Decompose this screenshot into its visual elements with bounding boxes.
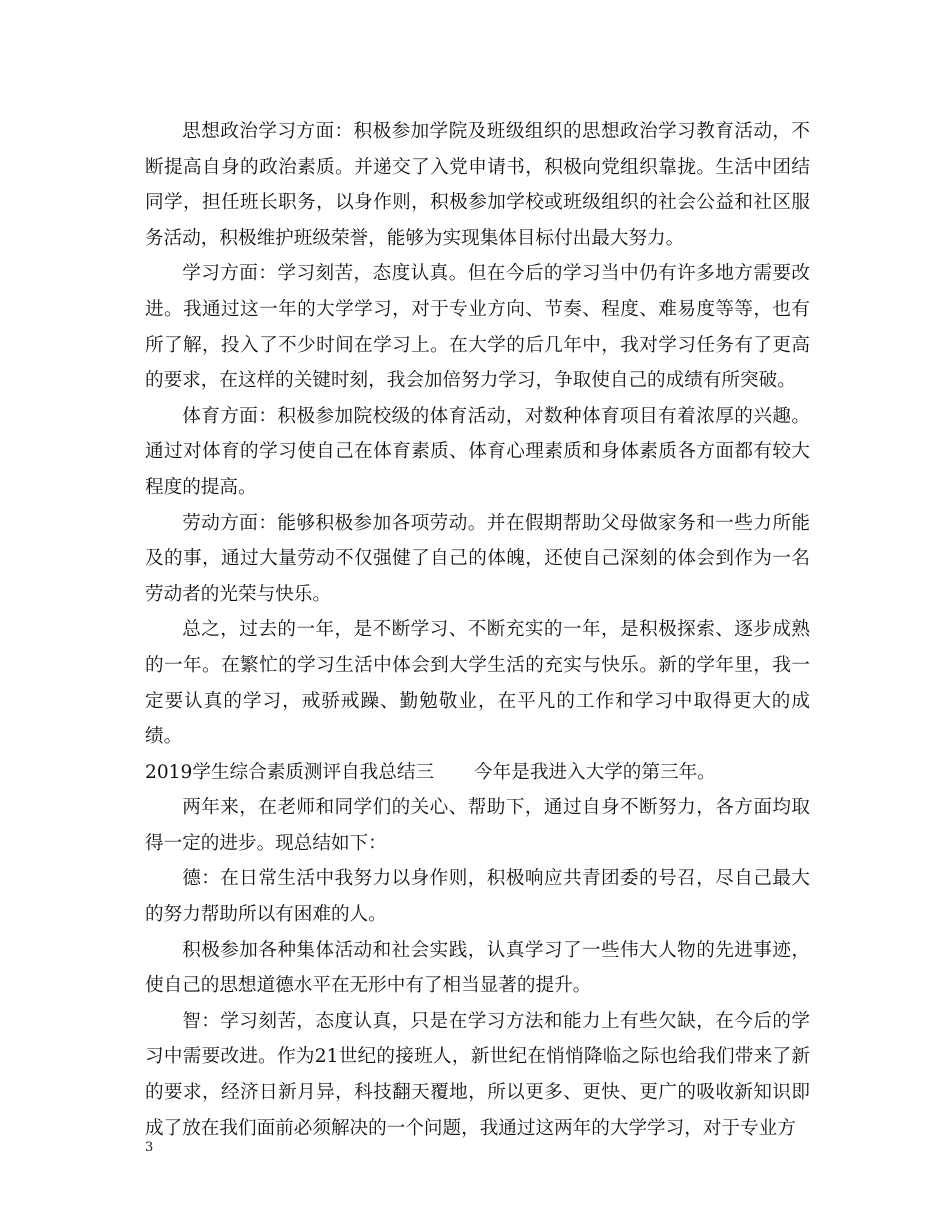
- paragraph-summary: 总之，过去的一年，是不断学习、不断充实的一年，是积极探索、逐步成熟的一年。在繁忙的学习生活中体会到大学生活的充实与快乐。新的学年里，我一定要认真的学习，戒骄戒躁、勤勉敬业，在平凡的工作和学习中取得更大的成绩。: [145, 619, 810, 748]
- paragraph-intellect: 智：学习刻苦，态度认真，只是在学习方法和能力上有些欠缺，在今后的学习中需要改进。作为21世纪的接班人，新世纪在悄悄降临之际也给我们带来了新的要求，经济日新月异，科技翻天覆地，所以更多、更快、更广的吸收新知识即成了放在我们面前必须解决的一个问题，我通过这两年的大学学习，对于专业方: [145, 1010, 810, 1139]
- page-number: 3: [145, 1140, 154, 1155]
- section-heading: [145, 755, 810, 791]
- paragraph-labor: 劳动方面：能够积极参加各项劳动。并在假期帮助父母做家务和一些力所能及的事，通过大量劳动不仅强健了自己的体魄，还使自己深刻的体会到作为一名劳动者的光荣与快乐。: [145, 512, 810, 605]
- document-body: [145, 114, 810, 1146]
- paragraph-activities: 积极参加各种集体活动和社会实践，认真学习了一些伟大人物的先进事迹，使自己的思想道德水平在无形中有了相当显著的提升。: [145, 939, 810, 997]
- paragraph-political-study: 思想政治学习方面：积极参加学院及班级组织的思想政治学习教育活动，不断提高自身的政治素质。并递交了入党申请书，积极向党组织靠拢。生活中团结同学，担任班长职务，以身作则，积极参加学校或班级组织的社会公益和社区服务活动，积极维护班级荣誉，能够为实现集体目标付出最大努力。: [145, 121, 810, 249]
- paragraph-morality: 德：在日常生活中我努力以身作则，积极响应共青团委的号召，尽自己最大的努力帮助所以有困难的人。: [145, 868, 810, 926]
- section-lead: 今年是我进入大学的第三年。: [474, 761, 716, 783]
- section-title: 2019学生综合素质测评自我总结三: [145, 761, 435, 783]
- paragraph-academic-study: 学习方面：学习刻苦，态度认真。但在今后的学习当中仍有许多地方需要改进。我通过这一年的大学学习，对于专业方向、节奏、程度、难易度等等，也有所了解，投入了不少时间在学习上。在大学的后几年中，我对学习任务有了更高的要求，在这样的关键时刻，我会加倍努力学习，争取使自己的成绩有所突破。: [145, 263, 810, 392]
- paragraph-two-years: 两年来，在老师和同学们的关心、帮助下，通过自身不断努力，各方面均取得一定的进步。现总结如下：: [145, 797, 810, 854]
- paragraph-sports: 体育方面：积极参加院校级的体育活动，对数种体育项目有着浓厚的兴趣。通过对体育的学习使自己在体育素质、体育心理素质和身体素质各方面都有较大程度的提高。: [145, 405, 810, 498]
